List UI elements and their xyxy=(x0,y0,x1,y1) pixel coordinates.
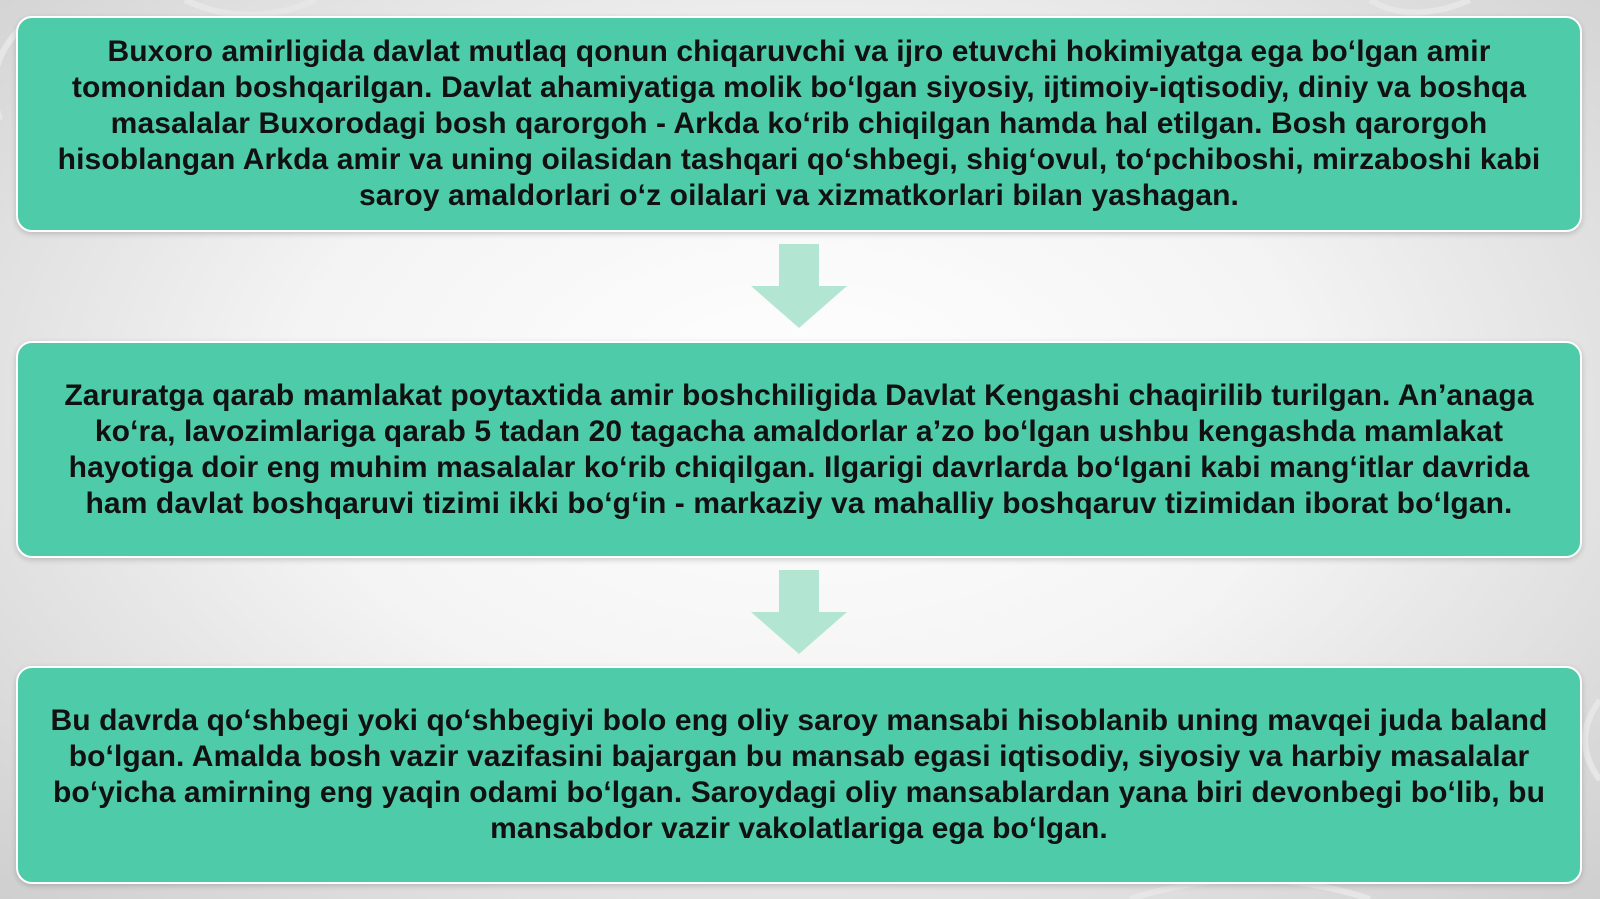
flow-step-box-3 xyxy=(16,666,1582,884)
flow-step-text-1: Buxoro amirligida davlat mutlaq qonun chiqaruvchi va ijro etuvchi hokimiyatga ega bo‘lgan amir tomonidan boshqarilgan. Davlat ahamiyatiga molik bo‘lgan siyosiy, ijtimoiy-iqtisodiy, diniy va boshqa masalalar Buxorodagi bosh qarorgoh - Arkda ko‘rib chiqilgan hamda hal etilgan. Bosh qarorgoh hisoblangan Arkda amir va uning oilasidan tashqari qo‘shbegi, shig‘ovul, to‘pchiboshi, mirzaboshi kabi saroy amaldorlari o‘z oilalari va xizmatkorlari bilan yashagan. xyxy=(57,35,1541,212)
down-arrow-icon xyxy=(751,570,847,654)
down-arrow-icon xyxy=(751,244,847,328)
flow-step-text-2: Zaruratga qarab mamlakat poytaxtida amir boshchiligida Davlat Kengashi chaqirilib turilgan. An’anaga ko‘ra, lavozimlariga qarab 5 tadan 20 tagacha amaldorlar a’zo bo‘lgan ushbu kengashda mamlakat hayotiga doir eng muhim masalalar ko‘rib chiqilgan. Ilgarigi davrlarda bo‘lgani kabi mang‘itlar davrida ham davlat boshqaruvi tizimi ikki bo‘g‘in - markaziy va mahalliy boshqaruv tizimidan iborat bo‘lgan. xyxy=(64,378,1534,520)
flow-step-text-3: Bu davrda qo‘shbegi yoki qo‘shbegiyi bolo eng oliy saroy mansabi hisoblanib uning mavqei juda baland bo‘lgan. Amalda bosh vazir vazifasini bajargan bu mansab egasi iqtisodiy, siyosiy va harbiy masalalar bo‘yicha amirning eng yaqin odami bo‘lgan. Saroydagi oliy mansablardan yana biri devonbegi bo‘lib, bu mansabdor vazir vakolatlariga ega bo‘lgan. xyxy=(50,704,1548,845)
flow-step-box-1 xyxy=(16,16,1582,232)
flow-step-box-2 xyxy=(16,341,1582,558)
